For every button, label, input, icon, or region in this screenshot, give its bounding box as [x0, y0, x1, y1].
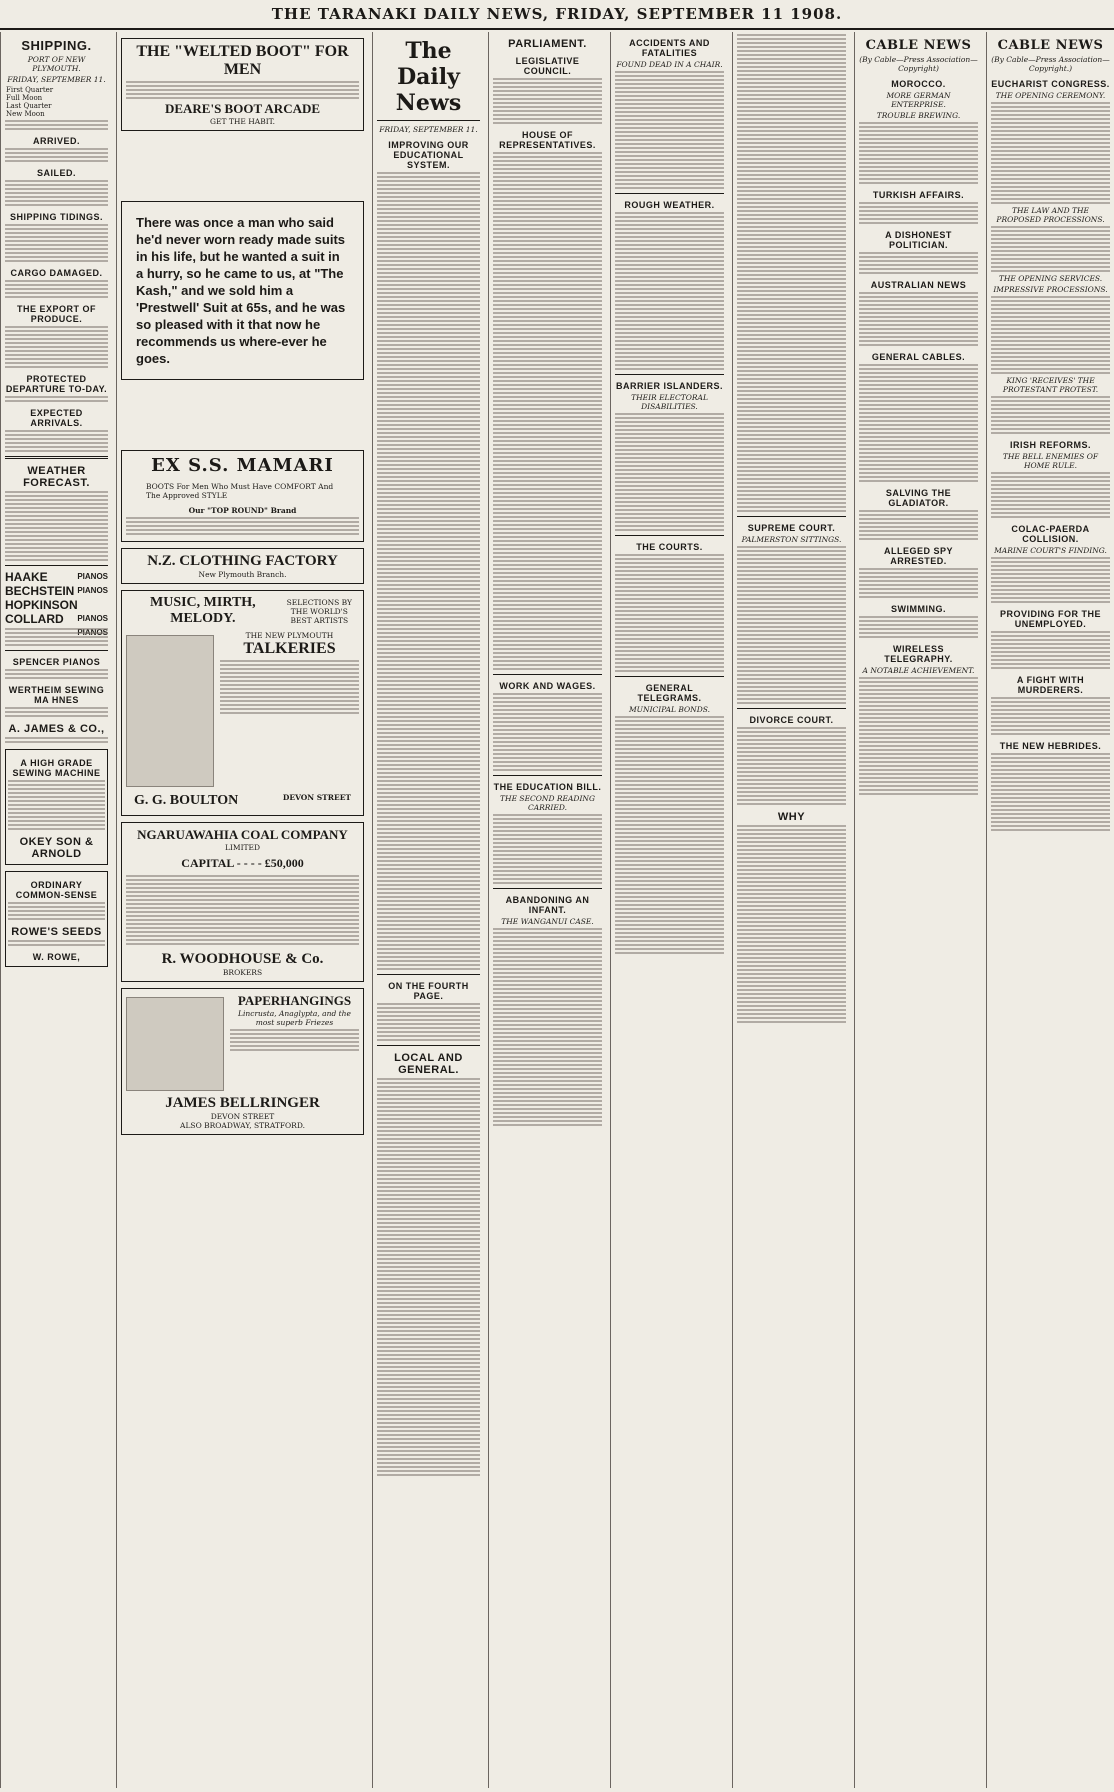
salving-heading: SALVING THE GLADIATOR.	[885, 488, 952, 508]
text-block	[220, 660, 359, 714]
why-heading: WHY	[777, 811, 806, 823]
text-block	[615, 716, 724, 954]
w-rowe-heading: W. ROWE,	[32, 952, 81, 962]
abandoning-heading: ABANDONING AN INFANT.	[505, 895, 590, 915]
text-block	[8, 940, 105, 946]
bellringer-heading: JAMES BELLRINGER	[165, 1095, 320, 1111]
text-block	[493, 928, 602, 1126]
text-block	[991, 472, 1110, 518]
text-block	[5, 396, 108, 402]
text-block	[859, 252, 978, 274]
cable-news-heading: CABLE NEWS	[865, 38, 972, 53]
boulton-heading: G. G. BOULTON	[134, 793, 239, 808]
irish-heading: IRISH REFORMS.	[1009, 440, 1091, 450]
moon-table	[5, 86, 108, 118]
rowes-seeds-heading: ROWE'S SEEDS	[11, 926, 102, 938]
moon-phase: Last Quarter	[6, 102, 52, 110]
column-parliament	[488, 32, 606, 1788]
masthead: THE TARANAKI DAILY NEWS, FRIDAY, SEPTEMBER 11 1908.	[0, 0, 1114, 30]
wireless-heading: WIRELESS TELEGRAPHY.	[884, 644, 953, 664]
text-block	[859, 568, 978, 598]
text-block	[8, 780, 105, 830]
legislative-heading: LEGISLATIVE COUNCIL.	[515, 56, 580, 76]
text-block	[5, 430, 108, 452]
protected-heading: PROTECTED DEPARTURE TO-DAY.	[5, 374, 108, 394]
text-block	[615, 554, 724, 672]
text-block	[859, 122, 978, 184]
cable-credit: (By Cable—Press Association—Copyright)	[859, 55, 978, 73]
moon-phase: Full Moon	[6, 94, 43, 102]
piano-suffix: PIANOS	[77, 614, 108, 623]
opening-services-sub: THE OPENING SERVICES.	[998, 274, 1103, 283]
nz-clothing-ad	[121, 548, 364, 584]
deare-slogan: GET THE HABIT.	[210, 117, 275, 126]
text-block	[493, 693, 602, 771]
kash-ad	[121, 201, 364, 380]
common-sense-heading: ORDINARY COMMON-SENSE	[15, 880, 98, 900]
swimming-heading: SWIMMING.	[891, 604, 946, 614]
coal-heading: NGARUAWAHIA COAL COMPANY	[137, 827, 348, 842]
text-block	[991, 631, 1110, 669]
supreme-court-heading: SUPREME COURT.	[747, 523, 836, 533]
text-block	[8, 902, 105, 920]
talkeries-subheading: THE NEW PLYMOUTH	[245, 631, 334, 640]
text-block	[991, 396, 1110, 434]
editorial-title: The Daily News	[395, 38, 462, 116]
alleged-spy-heading: ALLEGED SPY ARRESTED.	[883, 546, 953, 566]
text-block	[615, 212, 724, 370]
nz-clothing-sub: New Plymouth Branch.	[198, 570, 287, 579]
text-block	[859, 677, 978, 795]
text-block	[859, 616, 978, 638]
morocco-heading: MOROCCO.	[891, 79, 946, 89]
courts-heading: THE COURTS.	[636, 542, 703, 552]
morocco-sub: MORE GERMAN ENTERPRISE.	[886, 91, 951, 109]
turkish-heading: TURKISH AFFAIRS.	[872, 190, 965, 200]
fight-heading: A FIGHT WITH MURDERERS.	[1016, 675, 1085, 695]
text-block	[991, 557, 1110, 603]
text-block	[377, 172, 480, 970]
phonograph-illustration	[126, 635, 214, 787]
house-heading: HOUSE OF REPRESENTATIVES.	[499, 130, 596, 150]
text-block	[5, 669, 108, 679]
music-sub: SELECTIONS BY THE WORLD'S BEST ARTISTS	[286, 597, 353, 625]
text-block	[5, 224, 108, 262]
coal-capital: CAPITAL - - - - £50,000	[181, 856, 304, 870]
spencer-heading: SPENCER PIANOS	[12, 657, 101, 667]
law-sub: THE LAW AND THE PROPOSED PROCESSIONS.	[996, 206, 1105, 224]
opening-ceremony-sub: THE OPENING CEREMONY.	[995, 91, 1106, 100]
welted-boot-title: THE "WELTED BOOT" FOR MEN	[136, 43, 349, 78]
palmerston-sub: PALMERSTON SITTINGS.	[741, 535, 842, 544]
text-block	[493, 78, 602, 124]
expected-heading: EXPECTED ARRIVALS.	[30, 408, 83, 428]
text-block	[737, 825, 846, 1023]
text-block	[126, 517, 359, 535]
okey-heading: OKEY SON & ARNOLD	[19, 836, 94, 860]
column-accidents	[610, 32, 728, 1788]
text-block	[991, 296, 1110, 374]
moon-phase: New Moon	[6, 110, 45, 118]
pianos-list	[5, 570, 108, 626]
text-block	[5, 326, 108, 368]
text-block	[991, 102, 1110, 204]
fourth-page-heading: ON THE FOURTH PAGE.	[388, 981, 469, 1001]
text-block	[126, 81, 359, 99]
text-block	[5, 491, 108, 561]
nz-clothing-heading: N.Z. CLOTHING FACTORY	[147, 553, 338, 569]
work-wages-heading: WORK AND WAGES.	[499, 681, 596, 691]
deare-heading: DEARE'S BOOT ARCADE	[164, 101, 321, 116]
port-subheading: PORT OF NEW PLYMOUTH.	[27, 55, 86, 73]
text-block	[5, 280, 108, 298]
text-block	[230, 1029, 359, 1051]
text-block	[991, 226, 1110, 272]
divorce-court-heading: DIVORCE COURT.	[749, 715, 834, 725]
shipping-date: FRIDAY, SEPTEMBER 11.	[7, 75, 106, 84]
text-block	[377, 1003, 480, 1041]
text-block	[5, 180, 108, 206]
stratford-text: ALSO BROADWAY, STRATFORD.	[180, 1121, 305, 1130]
bellringer-street: DEVON STREET	[210, 1112, 275, 1121]
education-sub: THE SECOND READING CARRIED.	[500, 794, 595, 812]
cargo-heading: CARGO DAMAGED.	[10, 268, 103, 278]
protestant-sub: KING 'RECEIVES' THE PROTESTANT PROTEST.	[1002, 376, 1099, 394]
mamari-boots-text: BOOTS For Men Who Must Have COMFORT And The Approved STYLE	[146, 482, 334, 500]
column-shipping	[0, 32, 112, 1788]
shipping-tidings-heading: SHIPPING TIDINGS.	[9, 212, 103, 222]
woodhouse-heading: R. WOODHOUSE & Co.	[161, 951, 324, 967]
arrived-heading: ARRIVED.	[32, 136, 80, 146]
text-block	[5, 148, 108, 162]
talkeries-ad	[121, 590, 364, 816]
sewing-machine-ad	[5, 749, 108, 865]
common-sense-ad	[5, 871, 108, 967]
barrier-heading: BARRIER ISLANDERS.	[615, 381, 723, 391]
text-block	[377, 1078, 480, 1476]
top-round-text: Our "TOP ROUND" Brand	[188, 506, 297, 515]
piano-suffix: PIANOS	[77, 572, 108, 581]
export-heading: THE EXPORT OF PRODUCE.	[16, 304, 96, 324]
text-block	[493, 814, 602, 884]
hebrides-heading: THE NEW HEBRIDES.	[999, 741, 1102, 751]
mamari-ad	[121, 450, 364, 542]
mamari-heading: EX S.S. MAMARI	[151, 455, 334, 476]
general-cables-heading: GENERAL CABLES.	[871, 352, 966, 362]
decorative-illustration	[126, 997, 224, 1091]
impressive-sub: IMPRESSIVE PROCESSIONS.	[993, 285, 1108, 294]
bell-sub: THE BELL ENEMIES OF HOME RULE.	[1002, 452, 1099, 470]
morocco-sub2: TROUBLE BREWING.	[876, 111, 961, 120]
piano-name: HOPKINSON	[5, 598, 78, 612]
dishonest-heading: A DISHONEST POLITICIAN.	[885, 230, 952, 250]
text-block	[5, 737, 108, 743]
cable-credit-2: (By Cable—Press Association—Copyright.)	[991, 55, 1110, 73]
editorial-date: FRIDAY, SEPTEMBER 11.	[379, 125, 478, 134]
column-editorial	[372, 32, 484, 1788]
text-block	[859, 202, 978, 224]
marine-sub: MARINE COURT'S FINDING.	[994, 546, 1107, 555]
paperhangings-ad	[121, 988, 364, 1135]
woodhouse-sub: BROKERS	[222, 968, 263, 977]
barrier-sub: THEIR ELECTORAL DISABILITIES.	[631, 393, 708, 411]
piano-name: COLLARD	[5, 612, 64, 626]
piano-name: HAAKE	[5, 570, 48, 584]
talkeries-heading: TALKERIES	[243, 640, 336, 657]
shipping-heading: SHIPPING.	[21, 38, 92, 53]
accidents-heading: ACCIDENTS AND FATALITIES	[629, 38, 710, 58]
australian-heading: AUSTRALIAN NEWS	[870, 280, 967, 290]
column-cable-news-2	[986, 32, 1114, 1788]
text-block	[615, 71, 724, 189]
welted-boot-ad	[121, 38, 364, 131]
wireless-sub: A NOTABLE ACHIEVEMENT.	[862, 666, 975, 675]
wertheim-heading: WERTHEIM SEWING MA HNES	[8, 685, 105, 705]
parliament-heading: PARLIAMENT.	[508, 38, 587, 50]
kash-quote: There was once a man who said he'd never worn ready made suits in his life, but he wanted a suit in a hurry, so he came to us, at "The Kash," and we sold him a 'Prestwell' Suit at 65s, and he was so pleased with it that now he recommends us where-ever he goes.	[136, 215, 346, 366]
text-block	[5, 707, 108, 717]
abandoning-sub: THE WANGANUI CASE.	[501, 917, 594, 926]
unemployed-heading: PROVIDING FOR THE UNEMPLOYED.	[999, 609, 1101, 629]
education-bill-heading: THE EDUCATION BILL.	[493, 782, 602, 792]
local-general-heading: LOCAL AND GENERAL.	[394, 1052, 463, 1076]
text-block	[493, 152, 602, 670]
lincrusta-text: Lincrusta, Anaglypta, and the most superb Friezes	[238, 1009, 351, 1027]
text-block	[859, 510, 978, 540]
text-block	[737, 34, 846, 512]
general-telegrams-heading: GENERAL TELEGRAMS.	[637, 683, 702, 703]
moon-phase: First Quarter	[6, 86, 54, 94]
colac-heading: COLAC-PAERDA COLLISION.	[1011, 524, 1090, 544]
piano-entry	[5, 570, 108, 584]
eucharist-heading: EUCHARIST CONGRESS.	[991, 79, 1110, 89]
column-cable-news	[854, 32, 982, 1788]
found-dead-sub: FOUND DEAD IN A CHAIR.	[616, 60, 723, 69]
james-heading: A. JAMES & CO.,	[8, 723, 105, 735]
piano-suffix: PIANOS	[77, 586, 108, 595]
music-heading: MUSIC, MIRTH, MELODY.	[150, 595, 256, 626]
municipal-sub: MUNICIPAL BONDS.	[629, 705, 710, 714]
piano-entry	[5, 584, 108, 598]
coal-company-ad	[121, 822, 364, 982]
text-block	[5, 120, 108, 130]
sailed-heading: SAILED.	[36, 168, 76, 178]
text-block	[859, 292, 978, 346]
piano-name: BECHSTEIN	[5, 584, 75, 598]
text-block	[991, 697, 1110, 735]
text-block	[859, 364, 978, 482]
cable-news-heading-2: CABLE NEWS	[997, 38, 1104, 53]
boulton-street: DEVON STREET	[282, 793, 351, 802]
text-block	[991, 753, 1110, 831]
editorial-heading: IMPROVING OUR EDUCATIONAL SYSTEM.	[388, 140, 469, 170]
text-block	[615, 413, 724, 531]
column-advertisements	[116, 32, 368, 1788]
column-courts	[732, 32, 850, 1788]
text-block	[737, 727, 846, 805]
paperhangings-heading: PAPERHANGINGS	[237, 993, 352, 1008]
coal-limited: LIMITED	[224, 843, 261, 852]
rough-weather-heading: ROUGH WEATHER.	[624, 200, 715, 210]
text-block	[737, 546, 846, 704]
sewing-machine-heading: A HIGH GRADE SEWING MACHINE	[12, 758, 101, 778]
weather-heading: WEATHER FORECAST.	[23, 465, 90, 489]
text-block	[126, 875, 359, 945]
